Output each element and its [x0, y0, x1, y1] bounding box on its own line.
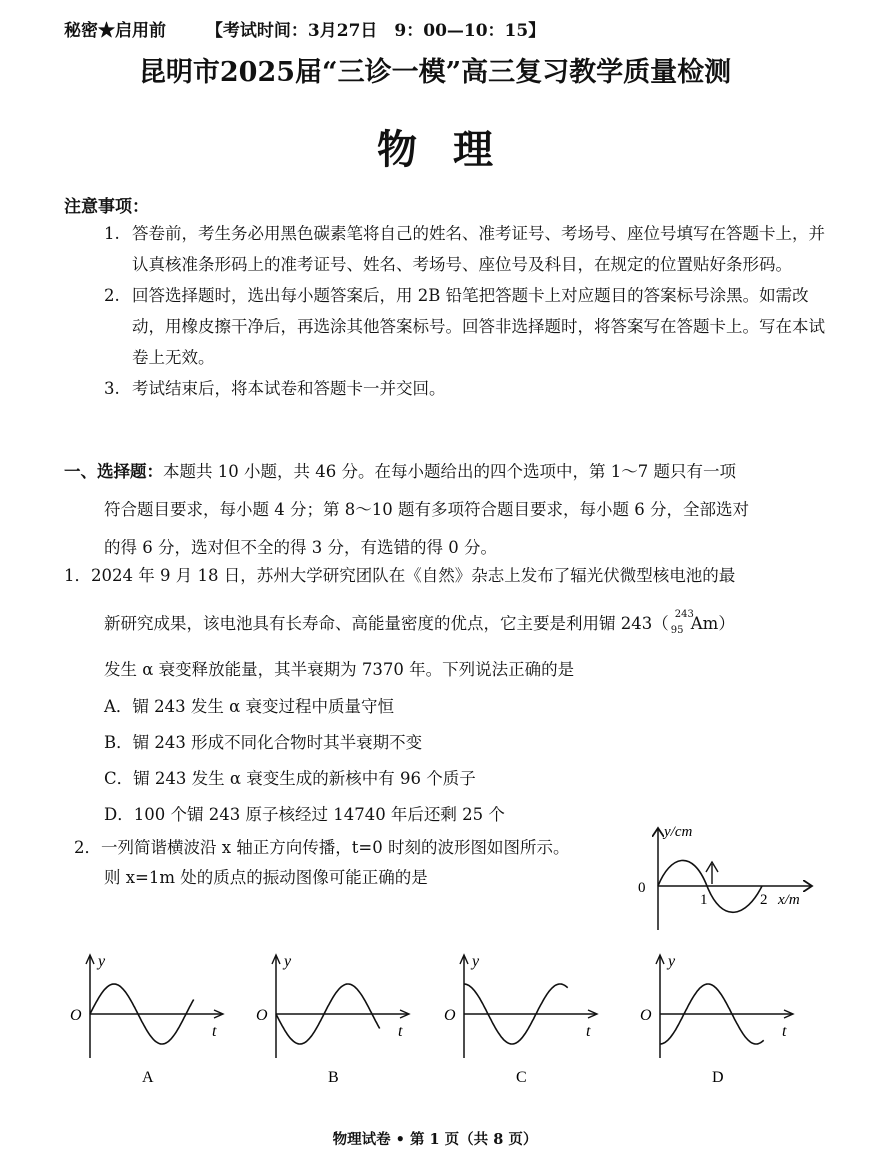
q1-line-2-close: ） [718, 614, 735, 633]
option-letter: B． [104, 733, 133, 752]
q1-option-d [104, 801, 505, 825]
option-graph-c [444, 950, 614, 1090]
notice-item [104, 373, 834, 404]
origin-label: O [640, 1007, 652, 1024]
q1-option-b [104, 729, 422, 753]
mass-number: 243 [674, 608, 694, 620]
option-text: 镅 243 发生 α 衰变生成的新核中有 96 个质子 [133, 769, 476, 788]
option-letter: C． [104, 769, 134, 788]
q1-line-3: 发生 α 衰变释放能量，其半衰期为 7370 年。下列说法正确的是 [104, 660, 575, 679]
notice-item-number: 2. [104, 286, 120, 305]
option-letter: C [516, 1069, 527, 1086]
section-instructions [64, 453, 839, 567]
notice-item-number: 1. [104, 224, 120, 243]
option-text: 100 个镅 243 原子核经过 14740 年后还剩 25 个 [133, 805, 505, 824]
q1-option-c [104, 765, 476, 789]
wave-figure [630, 818, 820, 938]
exam-title: 昆明市2025届“三诊一模”高三复习教学质量检测 [138, 57, 732, 88]
t-label: t [586, 1023, 591, 1040]
notice-list [104, 218, 834, 404]
notice-item [104, 280, 834, 373]
option-letter: A． [104, 697, 133, 716]
option-graph-b [256, 950, 426, 1090]
option-letter: A [142, 1069, 154, 1086]
subject-title: 物理 [377, 126, 529, 173]
q2-line-1: 2．一列简谐横波沿 x 轴正方向传播，t=0 时刻的波形图如图所示。 [74, 838, 570, 857]
origin-label: O [256, 1007, 268, 1024]
option-letter: D [712, 1069, 724, 1086]
t-label: t [398, 1023, 403, 1040]
option-text: 镅 243 发生 α 衰变过程中质量守恒 [132, 697, 395, 716]
option-letter: D． [104, 805, 134, 824]
q2-line-2: 则 x=1m 处的质点的振动图像可能正确的是 [104, 868, 428, 887]
y-label: y [284, 953, 292, 970]
page-footer: 物理试卷 • 第 1 页（共 8 页） [332, 1131, 538, 1148]
section-line-3: 的得 6 分，选对但不全的得 3 分，有选错的得 0 分。 [104, 538, 497, 557]
notice-item-text: 答卷前，考生务必用黑色碳素笔将自己的姓名、准考证号、考场号、座位号填写在答题卡上，并认真核准条形码上的准考证号、姓名、考场号、座位号及科目，在规定的位置贴好条形码。 [132, 224, 825, 274]
notice-item-number: 3. [104, 379, 120, 398]
option-graph-a [70, 950, 240, 1090]
option-letter: B [328, 1069, 339, 1086]
element-symbol: Am [690, 614, 719, 633]
y-label: y [98, 953, 106, 970]
origin-label: O [70, 1007, 82, 1024]
section-line-1: 本题共 10 小题，共 46 分。在每小题给出的四个选项中，第 1～7 题只有一项 [163, 462, 736, 481]
section-label: 一、选择题： [64, 462, 163, 481]
q1-line-2-text: 新研究成果，该电池具有长寿命、高能量密度的优点，它主要是利用镅 243（ [104, 614, 669, 633]
notice-item [104, 218, 834, 280]
wave-origin: 0 [638, 880, 646, 896]
notice-item-text: 回答选择题时，选出每小题答案后，用 2B 铅笔把答题卡上对应题目的答案标号涂黑。如需改动，用橡皮擦干净后，再选涂其他答案标号。回答非选择题时，将答案写在答题卡上。写在本试卷上无效。 [132, 286, 825, 367]
wave-tick-2: 2 [760, 892, 768, 908]
t-label: t [212, 1023, 217, 1040]
y-label: y [472, 953, 480, 970]
q1-option-a [104, 693, 394, 717]
origin-label: O [444, 1007, 456, 1024]
wave-tick-1: 1 [700, 892, 708, 908]
atomic-number: 95 [670, 624, 684, 636]
notice-item-text: 考试结束后，将本试卷和答题卡一并交回。 [132, 379, 446, 398]
t-label: t [782, 1023, 787, 1040]
option-text: 镅 243 形成不同化合物时其半衰期不变 [132, 733, 423, 752]
q1-line-2 [104, 610, 735, 635]
exam-header [64, 16, 545, 41]
nuclide-notation [669, 608, 694, 636]
wave-x-label: x/m [778, 892, 800, 908]
secret-label: 秘密★启用前 [64, 21, 166, 41]
exam-time: 【考试时间：3月27日 9：00—10：15】 [205, 21, 546, 41]
section-line-2: 符合题目要求，每小题 4 分；第 8～10 题有多项符合题目要求，每小题 6 分，全部选对 [104, 500, 749, 519]
notice-title: 注意事项： [64, 197, 149, 217]
q1-line-1: 1．2024 年 9 月 18 日，苏州大学研究团队在《自然》杂志上发布了辐光伏微型核电池的最 [64, 566, 736, 585]
y-label: y [668, 953, 676, 970]
wave-y-label: y/cm [664, 824, 693, 840]
option-graph-d [640, 950, 810, 1090]
